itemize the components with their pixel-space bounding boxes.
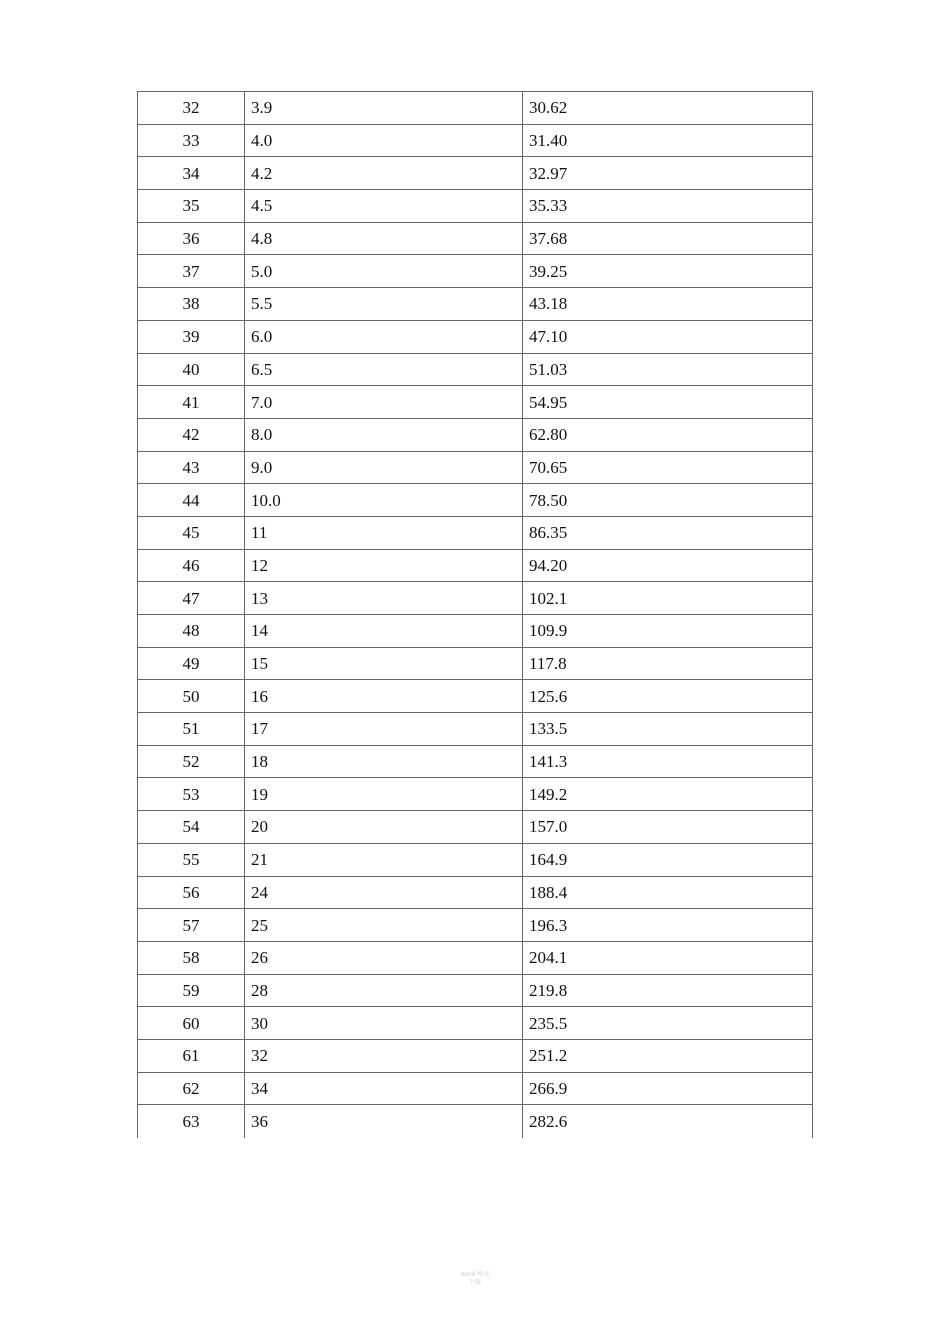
table-cell: 35.33 [523, 190, 813, 223]
table-cell: 34 [245, 1072, 523, 1105]
table-cell: 12 [245, 549, 523, 582]
table-cell: 13 [245, 582, 523, 615]
table-cell: 164.9 [523, 843, 813, 876]
table-cell: 42 [138, 418, 245, 451]
table-row [138, 1105, 813, 1138]
table-cell: 54 [138, 811, 245, 844]
table-cell: 196.3 [523, 909, 813, 942]
table-cell: 50 [138, 680, 245, 713]
table-row [138, 418, 813, 451]
table-cell: 235.5 [523, 1007, 813, 1040]
table-cell: 3.9 [245, 92, 523, 125]
table-cell: 204.1 [523, 941, 813, 974]
table-cell: 51 [138, 713, 245, 746]
table-row [138, 157, 813, 190]
table-row [138, 222, 813, 255]
table-cell: 6.5 [245, 353, 523, 386]
table-cell: 54.95 [523, 386, 813, 419]
table-cell: 49 [138, 647, 245, 680]
table-cell: 31.40 [523, 124, 813, 157]
table-cell: 5.0 [245, 255, 523, 288]
table-cell: 45 [138, 516, 245, 549]
table-cell: 55 [138, 843, 245, 876]
table-cell: 125.6 [523, 680, 813, 713]
footer-line-2: 下载 [468, 1279, 481, 1286]
table-row [138, 353, 813, 386]
table-cell: 60 [138, 1007, 245, 1040]
table-cell: 251.2 [523, 1039, 813, 1072]
table-cell: 30.62 [523, 92, 813, 125]
table-cell: 57 [138, 909, 245, 942]
table-row [138, 843, 813, 876]
table-row [138, 615, 813, 648]
table-cell: 32.97 [523, 157, 813, 190]
table-row [138, 92, 813, 125]
table-cell: 36 [245, 1105, 523, 1138]
table-row [138, 941, 813, 974]
table-cell: 53 [138, 778, 245, 811]
table-cell: 10.0 [245, 484, 523, 517]
data-table [137, 91, 813, 1138]
table-cell: 4.0 [245, 124, 523, 157]
table-cell: 5.5 [245, 288, 523, 321]
table-cell: 38 [138, 288, 245, 321]
table-cell: 56 [138, 876, 245, 909]
table-cell: 141.3 [523, 745, 813, 778]
table-cell: 47.10 [523, 320, 813, 353]
table-cell: 16 [245, 680, 523, 713]
table-cell: 4.2 [245, 157, 523, 190]
table-cell: 78.50 [523, 484, 813, 517]
table-row [138, 484, 813, 517]
table-cell: 63 [138, 1105, 245, 1138]
table-cell: 62.80 [523, 418, 813, 451]
table-row [138, 255, 813, 288]
table-cell: 51.03 [523, 353, 813, 386]
table-cell: 17 [245, 713, 523, 746]
table-cell: 36 [138, 222, 245, 255]
table-cell: 35 [138, 190, 245, 223]
table-cell: 133.5 [523, 713, 813, 746]
table-cell: 41 [138, 386, 245, 419]
table-cell: 70.65 [523, 451, 813, 484]
table-row [138, 582, 813, 615]
table-cell: 32 [245, 1039, 523, 1072]
table-cell: 149.2 [523, 778, 813, 811]
table-cell: 266.9 [523, 1072, 813, 1105]
table-cell: 33 [138, 124, 245, 157]
table-cell: 20 [245, 811, 523, 844]
table-cell: 37 [138, 255, 245, 288]
table-cell: 86.35 [523, 516, 813, 549]
table-cell: 59 [138, 974, 245, 1007]
table-cell: 19 [245, 778, 523, 811]
table-cell: 21 [245, 843, 523, 876]
table-cell: 62 [138, 1072, 245, 1105]
table-cell: 157.0 [523, 811, 813, 844]
table-cell: 61 [138, 1039, 245, 1072]
table-row [138, 549, 813, 582]
footer-line-1: word 格式 [460, 1271, 490, 1278]
table-cell: 188.4 [523, 876, 813, 909]
page-footer [0, 1271, 950, 1287]
table-cell: 44 [138, 484, 245, 517]
table-row [138, 811, 813, 844]
table-row [138, 1072, 813, 1105]
table-cell: 39 [138, 320, 245, 353]
table-cell: 94.20 [523, 549, 813, 582]
table-cell: 34 [138, 157, 245, 190]
table-cell: 7.0 [245, 386, 523, 419]
table-cell: 43.18 [523, 288, 813, 321]
table-cell: 15 [245, 647, 523, 680]
table-cell: 219.8 [523, 974, 813, 1007]
table-row [138, 909, 813, 942]
table-cell: 9.0 [245, 451, 523, 484]
table-cell: 282.6 [523, 1105, 813, 1138]
table-row [138, 124, 813, 157]
table-cell: 8.0 [245, 418, 523, 451]
table-row [138, 1007, 813, 1040]
table-row [138, 190, 813, 223]
table-cell: 109.9 [523, 615, 813, 648]
table-row [138, 876, 813, 909]
table-cell: 46 [138, 549, 245, 582]
table-cell: 32 [138, 92, 245, 125]
table-cell: 24 [245, 876, 523, 909]
table-cell: 48 [138, 615, 245, 648]
table-row [138, 647, 813, 680]
table-row [138, 974, 813, 1007]
table-cell: 11 [245, 516, 523, 549]
table-row [138, 745, 813, 778]
table-row [138, 1039, 813, 1072]
table-cell: 6.0 [245, 320, 523, 353]
table-cell: 40 [138, 353, 245, 386]
table-cell: 4.5 [245, 190, 523, 223]
table-row [138, 320, 813, 353]
table-cell: 37.68 [523, 222, 813, 255]
table-row [138, 778, 813, 811]
table-row [138, 288, 813, 321]
table-cell: 52 [138, 745, 245, 778]
table-cell: 18 [245, 745, 523, 778]
table-cell: 102.1 [523, 582, 813, 615]
table-cell: 43 [138, 451, 245, 484]
table-cell: 117.8 [523, 647, 813, 680]
table-cell: 28 [245, 974, 523, 1007]
table-cell: 39.25 [523, 255, 813, 288]
table-row [138, 713, 813, 746]
table-row [138, 386, 813, 419]
table-cell: 58 [138, 941, 245, 974]
table-cell: 26 [245, 941, 523, 974]
table-row [138, 680, 813, 713]
table-row [138, 451, 813, 484]
table-cell: 4.8 [245, 222, 523, 255]
table-cell: 47 [138, 582, 245, 615]
table-cell: 25 [245, 909, 523, 942]
table-row [138, 516, 813, 549]
table-cell: 14 [245, 615, 523, 648]
table-body [138, 92, 813, 1138]
table-cell: 30 [245, 1007, 523, 1040]
